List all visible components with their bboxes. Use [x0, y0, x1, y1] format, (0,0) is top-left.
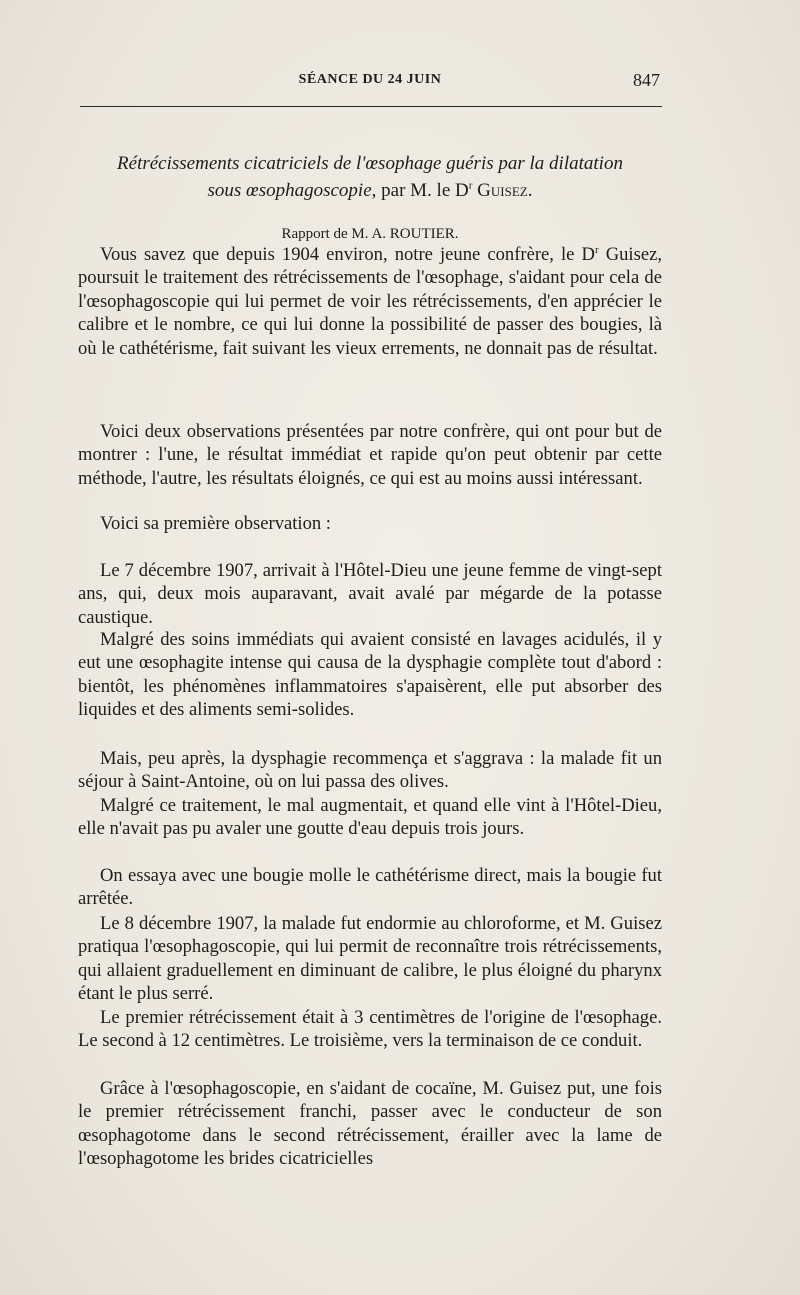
paragraph-1-text: Guisez, poursuit le traitement des rétrécissements de l'œsophage, s'aidant pour cela de l'œsophagoscopie qui lui permet de voir les rétrécissements, d'en apprécier le calibre et le nombre, ce qui lui donne la possibilité de passer des bougies, là où le cathétérisme, fait suivant les vieux errements, ne donnait pas de résultat. [78, 244, 662, 359]
paragraph-1-pre: Vous savez que depuis 1904 environ, notre jeune confrère, le D [100, 244, 595, 265]
title-sup: r [468, 179, 473, 192]
title-line-1: Rétrécissements cicatriciels de l'œsophage guéris par la dilatation [117, 153, 623, 174]
running-title: SÉANCE DU 24 JUIN [298, 72, 442, 87]
page-number: 847 [633, 70, 660, 90]
paragraph-5: Malgré des soins immédiats qui avaient consisté en lavages acidulés, il y eut une œsophagite intense qui causa de la dysphagie complète tout d'abord : bientôt, les phénomènes inflammatoires s'apaisèrent, elle put absorber des liquides et des aliments semi-solides. [78, 629, 662, 721]
paragraph-11: Grâce à l'œsophagoscopie, en s'aidant de cocaïne, M. Guisez put, une fois le premier rétrécissement franchi, passer avec le conducteur de son œsophagotome dans le second rétrécissement, érailler avec la lame de l'œsophagotome les brides cicatricielles [78, 1078, 662, 1170]
title-line-2: sous œsophagoscopie [207, 180, 372, 201]
article-title [80, 150, 660, 204]
title-end: . [527, 180, 533, 201]
paragraph-6: Mais, peu après, la dysphagie recommença et s'aggrava : la malade fit un séjour à Saint-Antoine, où on lui passa des olives. [78, 748, 662, 793]
rapport-line: Rapport de M. A. ROUTIER. [281, 226, 459, 242]
header-rule [80, 106, 662, 107]
paragraph-8: On essaya avec une bougie molle le cathétérisme direct, mais la bougie fut arrêtée. [78, 865, 662, 910]
paragraph-4: Le 7 décembre 1907, arrivait à l'Hôtel-Dieu une jeune femme de vingt-sept ans, qui, deux mois auparavant, avait avalé par mégarde de la potasse caustique. [78, 560, 662, 628]
paragraph-1 [78, 243, 662, 360]
paragraph-10: Le premier rétrécissement était à 3 centimètres de l'origine de l'œsophage. Le second à 12 centimètres. Le troisième, vers la terminaison de ce conduit. [78, 1007, 662, 1052]
paragraph-1-sup: r [594, 243, 599, 256]
title-author: Guisez [477, 180, 528, 201]
paragraph-2: Voici deux observations présentées par notre confrère, qui ont pour but de montrer : l'une, le résultat immédiat et rapide qu'on peut obtenir par cette méthode, l'autre, les résultats éloignés, ce qui est au moins aussi intéressant. [78, 421, 662, 489]
paragraph-3: Voici sa première observation : [100, 513, 331, 534]
page-header [80, 66, 660, 96]
paragraph-7: Malgré ce traitement, le mal augmentait, et quand elle vint à l'Hôtel-Dieu, elle n'avait pas pu avaler une goutte d'eau depuis trois jours. [78, 795, 662, 840]
paragraph-9: Le 8 décembre 1907, la malade fut endormie au chloroforme, et M. Guisez pratiqua l'œsophagoscopie, qui lui permit de reconnaître trois rétrécissements, qui allaient graduellement en diminuant de calibre, le plus éloigné du pharynx étant le plus serré. [78, 913, 662, 1005]
title-by: , par M. le D [371, 180, 469, 201]
